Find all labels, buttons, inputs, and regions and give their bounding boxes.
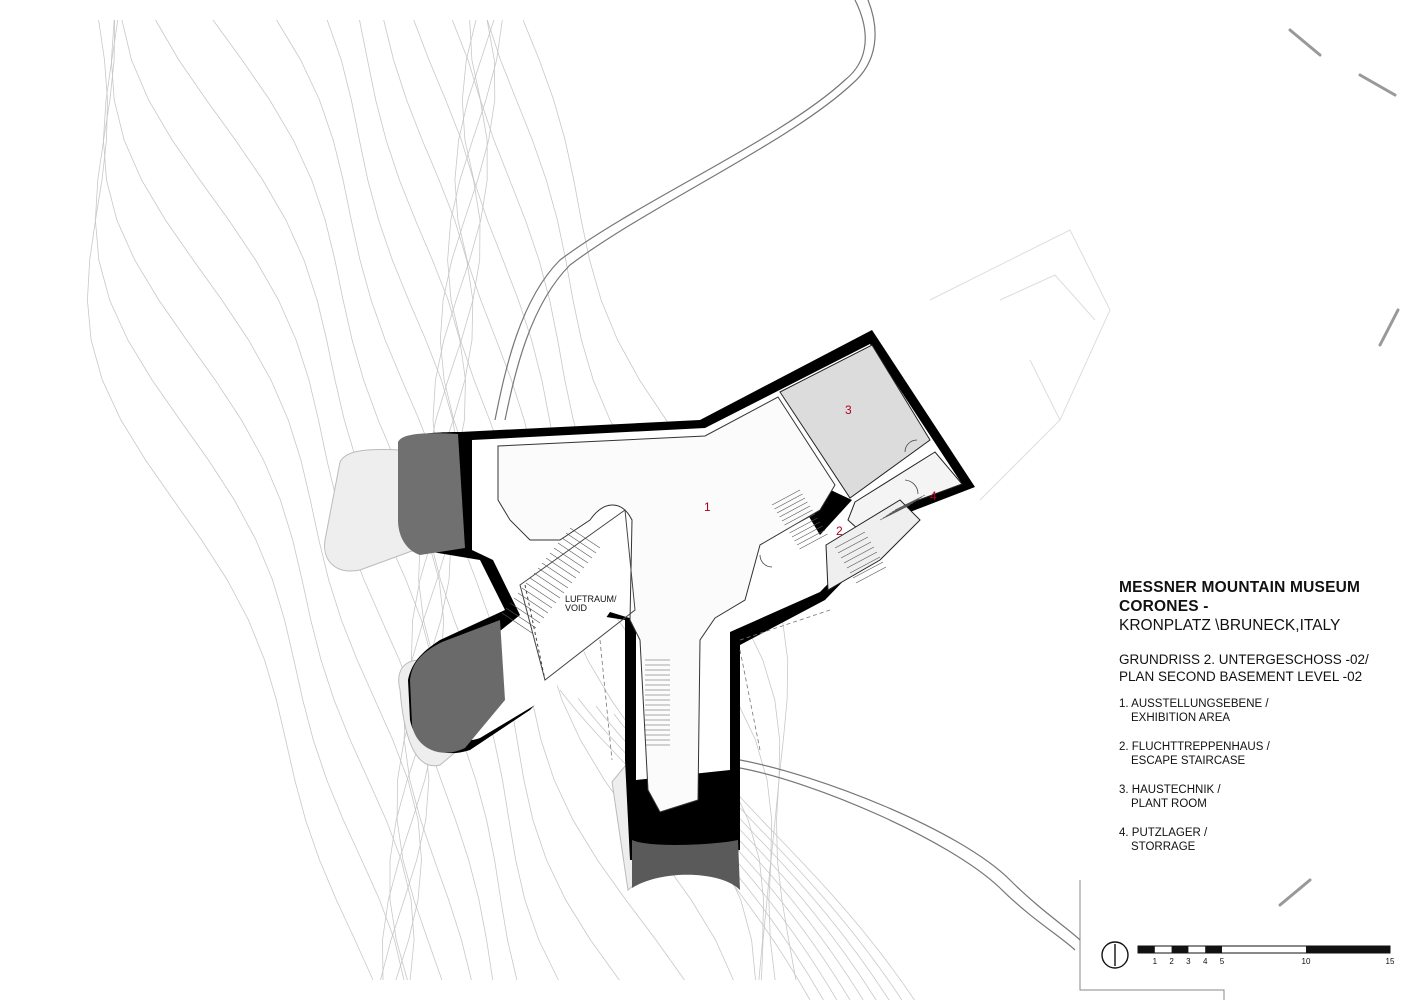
north-arrow-icon <box>1102 942 1128 968</box>
legend-item-label: 2. FLUCHTTREPPENHAUS / <box>1119 741 1270 753</box>
contour-line <box>87 20 373 980</box>
project-title-line1: MESSNER MOUNTAIN MUSEUM <box>1119 579 1361 596</box>
project-location: KRONPLATZ \BRUNECK,ITALY <box>1119 617 1341 634</box>
room-legend <box>1119 697 1404 854</box>
scale-bar-tick-label: 10 <box>1301 957 1311 966</box>
legend-item <box>1119 783 1404 811</box>
legend-item <box>1119 697 1404 725</box>
scale-bar-tick-label: 15 <box>1385 957 1395 966</box>
sheet-frame <box>1080 880 1224 1000</box>
project-title-line2: CORONES - <box>1119 598 1209 615</box>
contour-line <box>704 754 954 1000</box>
room-label-staircase: 2 <box>836 524 843 538</box>
plan-title-line1: GRUNDRISS 2. UNTERGESCHOSS -02/ <box>1119 652 1369 667</box>
scale-bar-segment <box>1172 946 1189 953</box>
legend-item-translation: EXHIBITION AREA <box>1131 712 1231 724</box>
legend-item-label: 4. PUTZLAGER / <box>1119 827 1208 839</box>
room-label-plant-room: 3 <box>845 403 852 417</box>
scale-bar-tick-label: 3 <box>1186 957 1191 966</box>
title-block <box>1119 578 1404 869</box>
legend-item-label: 1. AUSSTELLUNGSEBENE / <box>1119 698 1269 710</box>
plan-title-line2: PLAN SECOND BASEMENT LEVEL -02 <box>1119 669 1363 684</box>
scale-bar-segment <box>1306 946 1390 953</box>
legend-item <box>1119 740 1404 768</box>
scale-bar-tick-label: 1 <box>1152 957 1158 966</box>
scale-bar <box>1138 946 1395 966</box>
void-label-line2: VOID <box>565 603 588 613</box>
legend-item-translation: ESCAPE STAIRCASE <box>1131 755 1246 767</box>
scale-bar-tick-label: 4 <box>1202 957 1208 966</box>
scale-bar-segment <box>1138 946 1155 953</box>
void-label-line1: LUFTRAUM/ <box>565 594 617 604</box>
room-label-exhibition: 1 <box>704 500 711 514</box>
room-label-storage: 4 <box>930 489 937 503</box>
legend-item <box>1119 826 1404 854</box>
legend-item-label: 3. HAUSTECHNIK / <box>1119 784 1221 796</box>
legend-item-translation: PLANT ROOM <box>1131 798 1207 810</box>
scale-bar-tick-label: 5 <box>1219 957 1225 966</box>
upper-level-outline <box>930 230 1110 500</box>
scale-bar-segment <box>1205 946 1222 953</box>
scale-bar-tick-label: 2 <box>1169 957 1174 966</box>
legend-item-translation: STORRAGE <box>1131 841 1196 853</box>
